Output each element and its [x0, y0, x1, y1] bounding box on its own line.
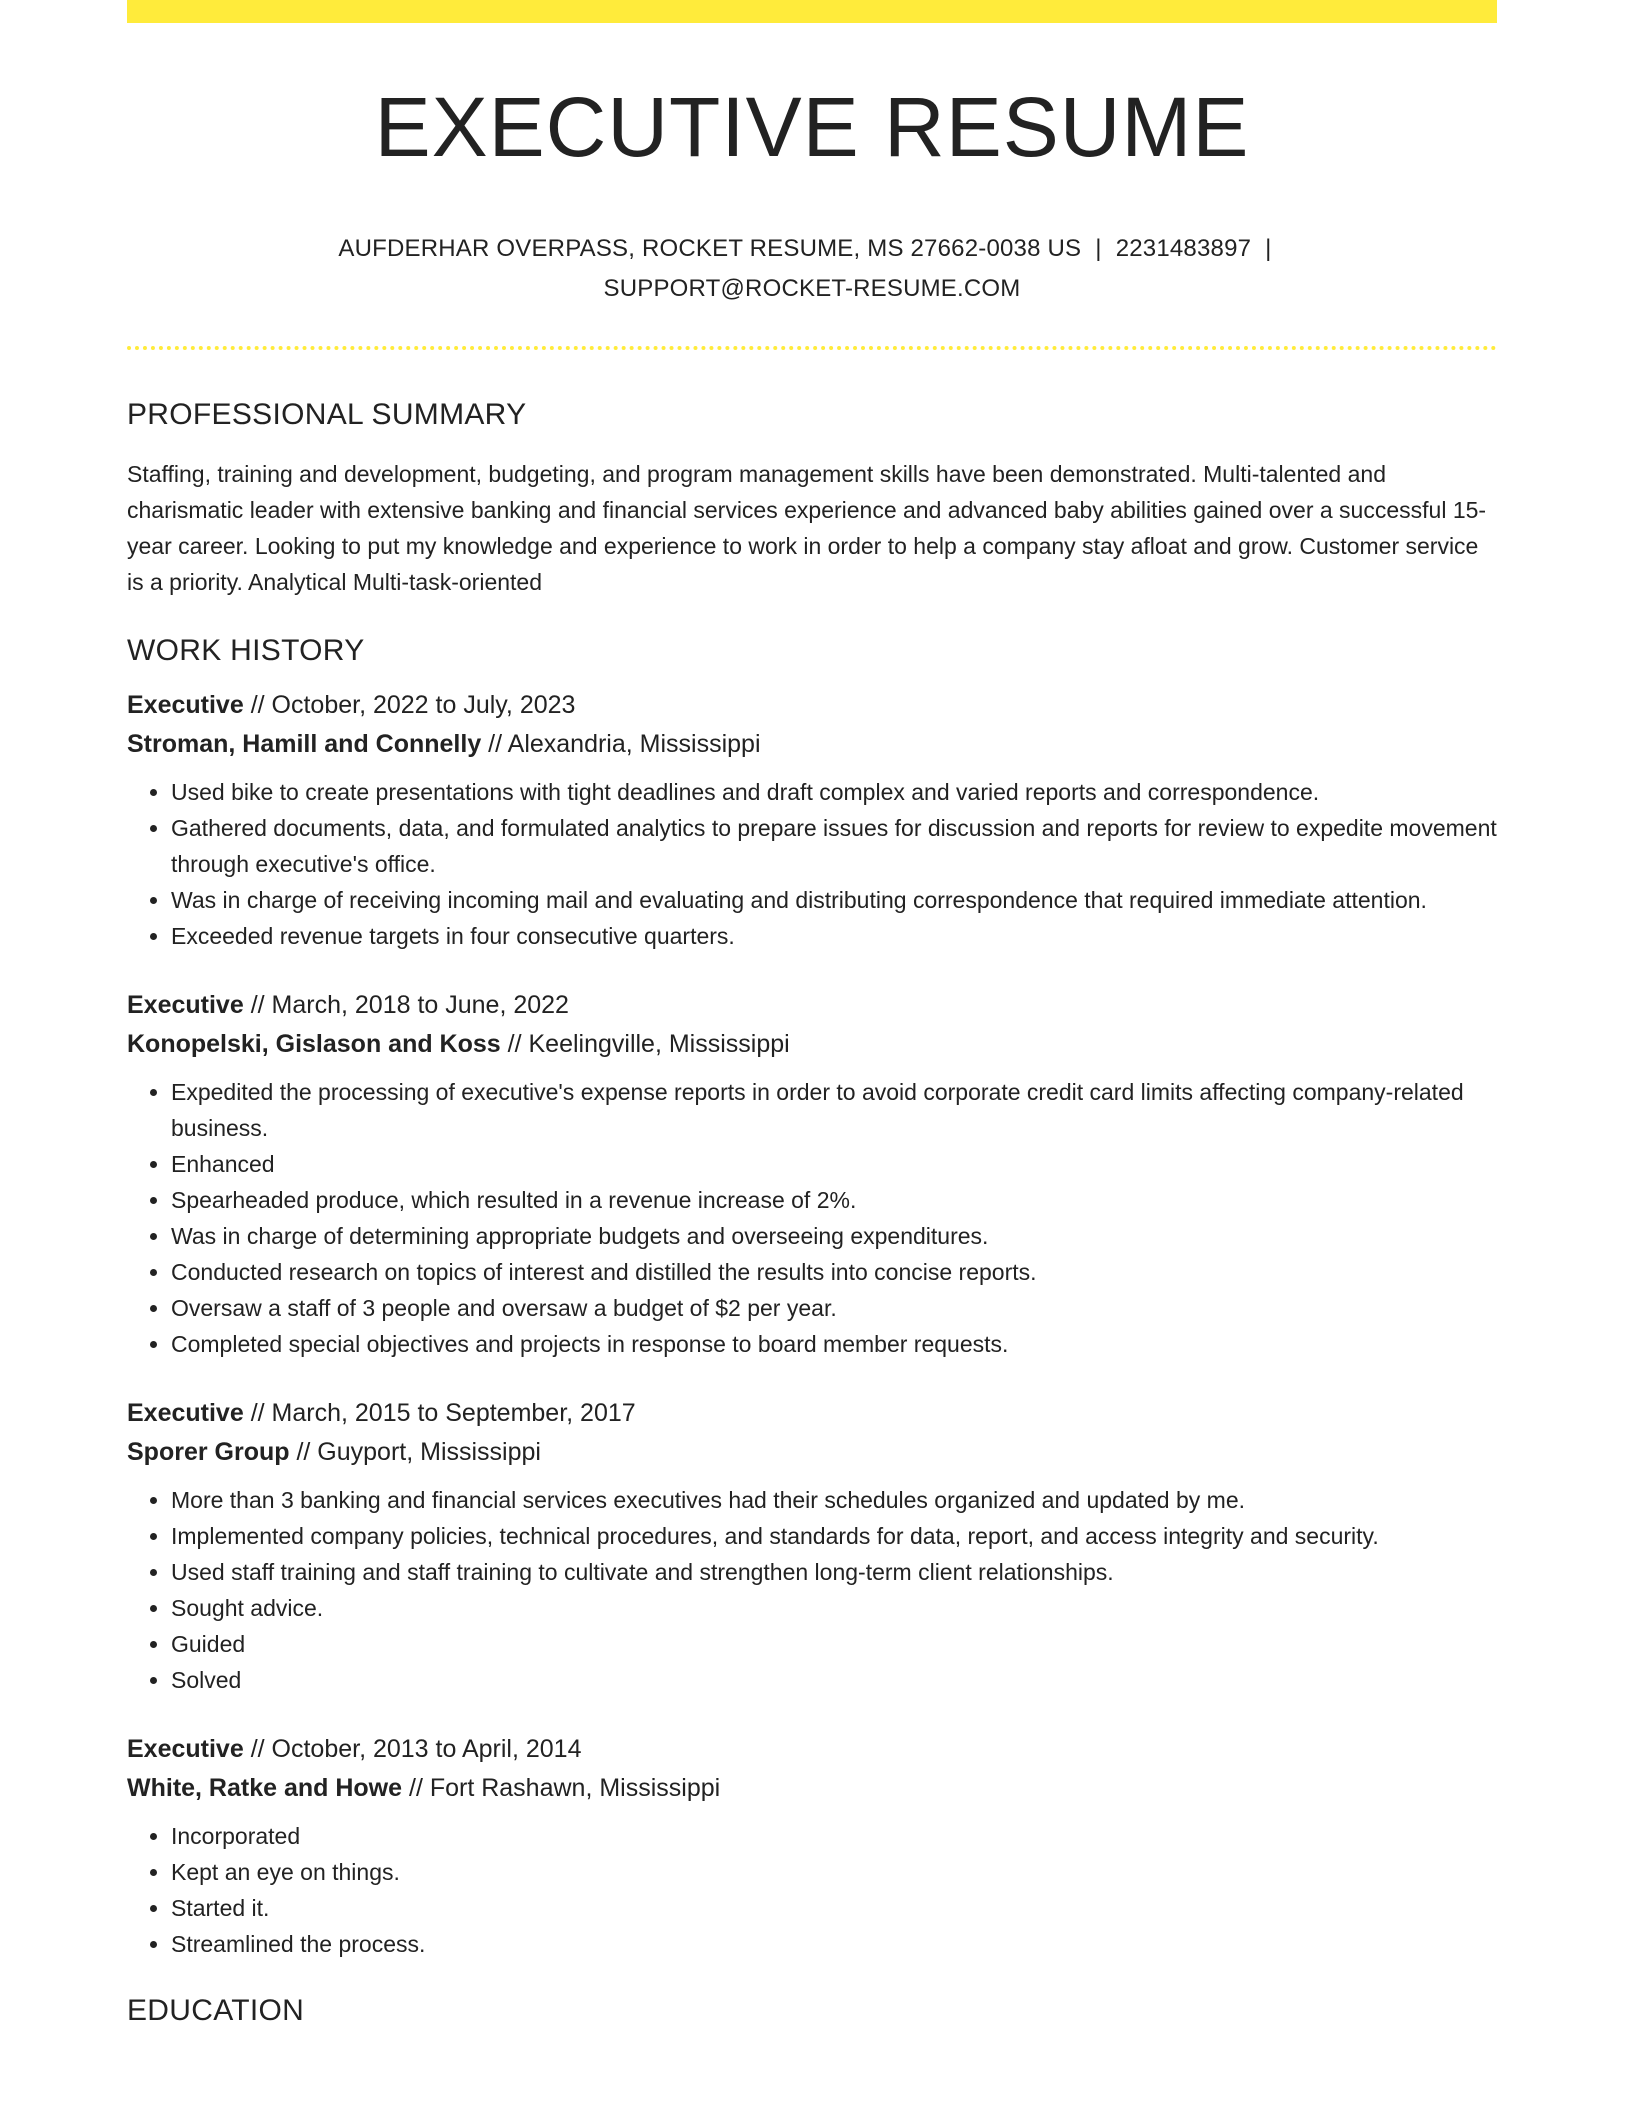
job-dates: // March, 2018 to June, 2022 — [243, 991, 569, 1019]
job-dates: // October, 2022 to July, 2023 — [243, 691, 576, 719]
section-heading-education: EDUCATION — [127, 1994, 305, 2027]
list-item: • Incorporated — [171, 1818, 1497, 1854]
job-entry — [127, 986, 1497, 1362]
list-item: • Was in charge of receiving incoming mail and evaluating and distributing correspondence that required immediate attention. — [171, 882, 1497, 918]
job-title-line — [127, 986, 1497, 1025]
contact-separator: | — [1265, 235, 1272, 262]
list-item: • Oversaw a staff of 3 people and oversaw a budget of $2 per year. — [171, 1290, 1497, 1326]
contact-phone: 2231483897 — [1115, 235, 1252, 262]
job-company: Sporer Group — [127, 1438, 290, 1466]
list-item: • Solved — [171, 1662, 1497, 1698]
list-item: • Guided — [171, 1626, 1497, 1662]
top-accent-bar — [127, 0, 1497, 23]
list-item: • Completed special objectives and projects in response to board member requests. — [171, 1326, 1497, 1362]
contact-line-2 — [127, 269, 1497, 309]
dotted-divider — [127, 346, 1497, 350]
job-company-line — [127, 725, 1497, 764]
contact-line-1 — [127, 229, 1497, 269]
list-item: • Expedited the processing of executive's expense reports in order to avoid corporate credit card limits affecting company-related business. — [171, 1074, 1497, 1146]
job-title-line — [127, 1730, 1497, 1769]
list-item: • Used bike to create presentations with tight deadlines and draft complex and varied reports and correspondence. — [171, 774, 1497, 810]
job-location: // Guyport, Mississippi — [289, 1438, 541, 1466]
list-item: • Enhanced — [171, 1146, 1497, 1182]
list-item: • Streamlined the process. — [171, 1926, 1497, 1962]
section-heading-summary: PROFESSIONAL SUMMARY — [127, 398, 527, 431]
list-item: • Implemented company policies, technical procedures, and standards for data, report, and access integrity and security. — [171, 1518, 1497, 1554]
job-title-line — [127, 686, 1497, 725]
job-entry — [127, 686, 1497, 954]
job-title: Executive — [127, 691, 244, 719]
job-title: Executive — [127, 991, 244, 1019]
job-location: // Fort Rashawn, Mississippi — [402, 1774, 721, 1802]
job-location: // Alexandria, Mississippi — [481, 730, 761, 758]
list-item: • Gathered documents, data, and formulated analytics to prepare issues for discussion and reports for review to expedite movement through executive's office. — [171, 810, 1497, 882]
list-item: • Was in charge of determining appropriate budgets and overseeing expenditures. — [171, 1218, 1497, 1254]
contact-email: SUPPORT@ROCKET-RESUME.COM — [603, 275, 1021, 302]
section-heading-work: WORK HISTORY — [127, 634, 365, 667]
job-entry — [127, 1730, 1497, 1962]
list-item: • Sought advice. — [171, 1590, 1497, 1626]
job-company-line — [127, 1025, 1497, 1064]
resume-page — [127, 0, 1497, 2026]
job-entry — [127, 1394, 1497, 1698]
contact-separator: | — [1095, 235, 1102, 262]
job-duties-list — [127, 1818, 1497, 1962]
job-title-line — [127, 1394, 1497, 1433]
professional-summary-section — [127, 400, 1497, 600]
job-title: Executive — [127, 1399, 244, 1427]
list-item: • More than 3 banking and financial services executives had their schedules organized and updated by me. — [171, 1482, 1497, 1518]
contact-info — [127, 229, 1497, 309]
education-section — [127, 1996, 1497, 2026]
summary-text: Staffing, training and development, budgeting, and program management skills have been demonstrated. Multi-talented and charismatic leader with extensive banking and financial services experience and advanced baby abilities gained over a successful 15-year career. Looking to put my knowledge and experience to work in order to help a company stay afloat and grow. Customer service is a priority. Analytical Multi-task-oriented — [127, 461, 1487, 595]
list-item: • Spearheaded produce, which resulted in a revenue increase of 2%. — [171, 1182, 1497, 1218]
list-item: • Exceeded revenue targets in four consecutive quarters. — [171, 918, 1497, 954]
job-dates: // March, 2015 to September, 2017 — [243, 1399, 636, 1427]
job-company-line — [127, 1433, 1497, 1472]
list-item: • Conducted research on topics of interest and distilled the results into concise reports. — [171, 1254, 1497, 1290]
list-item: • Started it. — [171, 1890, 1497, 1926]
job-dates: // October, 2013 to April, 2014 — [243, 1735, 582, 1763]
job-company: White, Ratke and Howe — [127, 1774, 403, 1802]
job-location: // Keelingville, Mississippi — [500, 1030, 790, 1058]
work-history-section — [127, 636, 1497, 1962]
job-company: Konopelski, Gislason and Koss — [127, 1030, 501, 1058]
list-item: • Kept an eye on things. — [171, 1854, 1497, 1890]
job-duties-list — [127, 1482, 1497, 1698]
contact-address: AUFDERHAR OVERPASS, ROCKET RESUME, MS 27662-0038 US — [338, 235, 1082, 262]
job-company: Stroman, Hamill and Connelly — [127, 730, 482, 758]
resume-title: EXECUTIVE RESUME — [374, 80, 1250, 174]
job-duties-list — [127, 774, 1497, 954]
list-item: • Used staff training and staff training to cultivate and strengthen long-term client relationships. — [171, 1554, 1497, 1590]
job-duties-list — [127, 1074, 1497, 1362]
job-title: Executive — [127, 1735, 244, 1763]
job-company-line — [127, 1769, 1497, 1808]
